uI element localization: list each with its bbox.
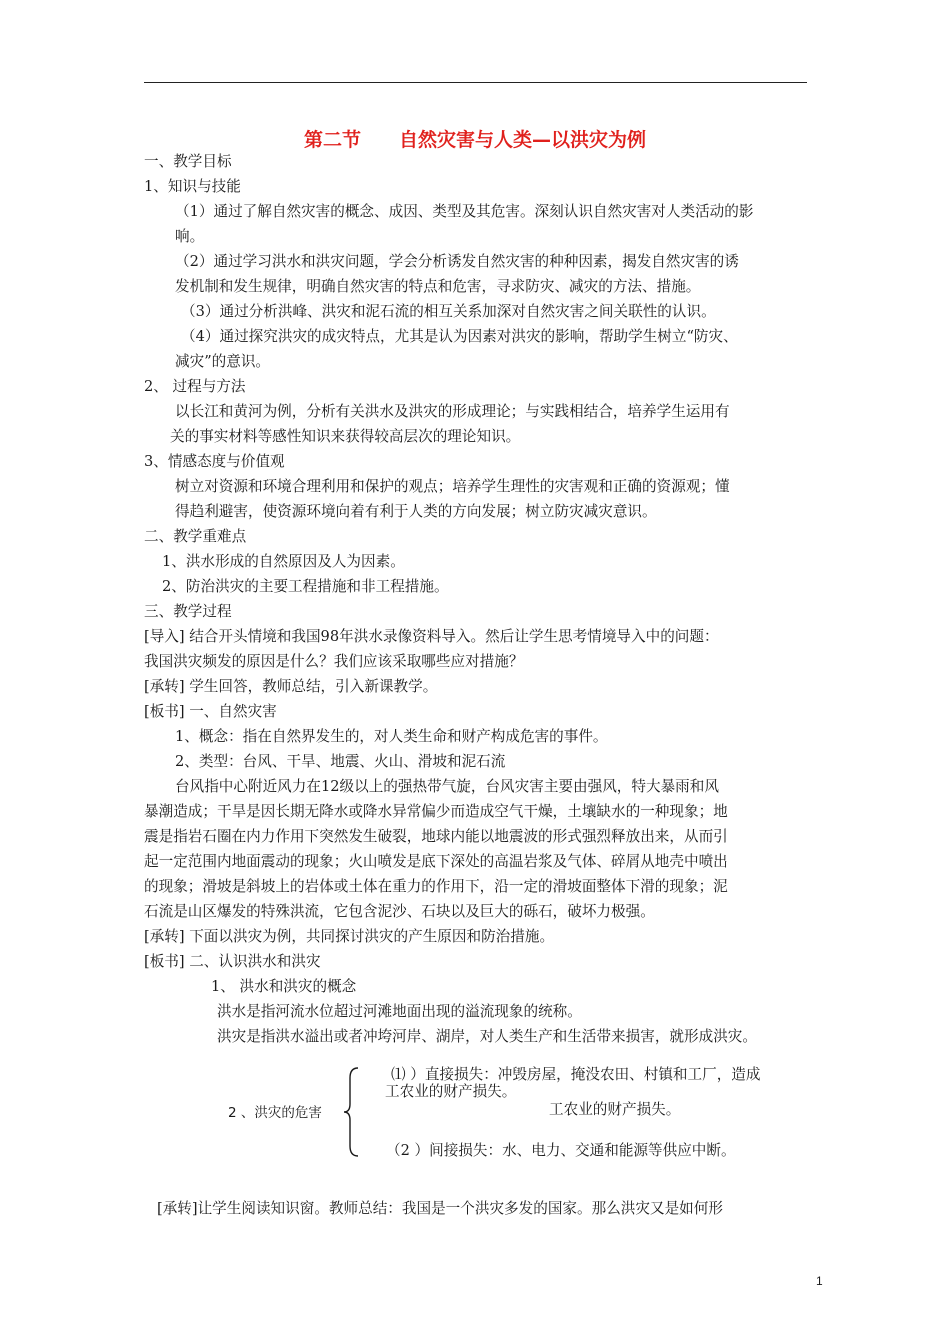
paragraph-line: 得趋利避害，使资源环境向着有利于人类的方向发展；树立防灾减灾意识。 bbox=[175, 503, 657, 520]
paragraph-line: 起一定范围内地面震动的现象；火山喷发是底下深处的高温岩浆及气体、碎屑从地壳中喷出 bbox=[144, 853, 728, 870]
paragraph-line: [板书] 二、认识洪水和洪灾 bbox=[144, 953, 321, 970]
paragraph-line: 减灾”的意识。 bbox=[175, 353, 271, 370]
paragraph-line: 台风指中心附近风力在12级以上的强热带气旋，台风灾害主要由强风，特大暴雨和风 bbox=[175, 778, 719, 795]
list-item: 2、防治洪灾的主要工程措施和非工程措施。 bbox=[162, 578, 449, 595]
paragraph-line: 关的事实材料等感性知识来获得较高层次的理论知识。 bbox=[170, 428, 521, 445]
paragraph-line: 洪水是指河流水位超过河滩地面出现的溢流现象的统称。 bbox=[217, 1003, 582, 1020]
paragraph-line: （3）通过分析洪峰、洪灾和泥石流的相互关系加深对自然灾害之间关联性的认识。 bbox=[181, 303, 716, 320]
harm-item-direct-cont: 工农业的财产损失。 bbox=[385, 1083, 517, 1100]
subsection-heading: 1、知识与技能 bbox=[144, 178, 241, 195]
brace-icon bbox=[342, 1066, 362, 1158]
harm-label: 2 、洪灾的危害 bbox=[228, 1105, 322, 1121]
paragraph-line: [承转] 学生回答，教师总结，引入新课教学。 bbox=[144, 678, 438, 695]
paragraph-line: [承转] 下面以洪灾为例，共同探讨洪灾的产生原因和防治措施。 bbox=[144, 928, 555, 945]
section-heading: 二、教学重难点 bbox=[144, 528, 247, 545]
paragraph-line: [板书] 一、自然灾害 bbox=[144, 703, 277, 720]
paragraph-line: （1）通过了解自然灾害的概念、成因、类型及其危害。深刻认识自然灾害对人类活动的影 bbox=[175, 203, 754, 220]
paragraph-line: （4）通过探究洪灾的成灾特点，尤其是认为因素对洪灾的影响，帮助学生树立“防灾、 bbox=[181, 328, 738, 345]
paragraph-line: 发机制和发生规律，明确自然灾害的特点和危害，寻求防灾、减灾的方法、措施。 bbox=[175, 278, 701, 295]
paragraph-line: 以长江和黄河为例，分析有关洪水及洪灾的形成理论；与实践相结合，培养学生运用有 bbox=[175, 403, 730, 420]
paragraph-line: 暴潮造成；干旱是因长期无降水或降水异常偏少而造成空气干燥，土壤缺水的一种现象；地 bbox=[144, 803, 728, 820]
harm-item-indirect: （2 ）间接损失：水、电力、交通和能源等供应中断。 bbox=[386, 1142, 736, 1159]
paragraph-line: 响。 bbox=[175, 228, 205, 245]
list-item: 1、概念：指在自然界发生的，对人类生命和财产构成危害的事件。 bbox=[175, 728, 608, 745]
page-number: 1 bbox=[816, 1274, 823, 1288]
paragraph-line: （2）通过学习洪水和洪灾问题，学会分析诱发自然灾害的种种因素，揭发自然灾害的诱 bbox=[175, 253, 739, 270]
harm-item-direct: ⑴ ）直接损失：冲毁房屋，掩没农田、村镇和工厂，造成 bbox=[391, 1066, 761, 1083]
subsection-heading: 3、情感态度与价值观 bbox=[144, 453, 285, 470]
closing-paragraph: [承转]让学生阅读知识窗。教师总结：我国是一个洪灾多发的国家。那么洪灾又是如何形 bbox=[157, 1200, 723, 1217]
paragraph-line: 我国洪灾频发的原因是什么？我们应该采取哪些应对措施？ bbox=[144, 653, 524, 670]
paragraph-line: 震是指岩石圈在内力作用下突然发生破裂，地球内能以地震波的形式强烈释放出来，从而引 bbox=[144, 828, 728, 845]
paragraph-line: 的现象；滑坡是斜坡上的岩体或土体在重力的作用下，沿一定的滑坡面整体下滑的现象；泥 bbox=[144, 878, 728, 895]
paragraph-line: 洪灾是指洪水溢出或者冲垮河岸、湖岸，对人类生产和生活带来损害，就形成洪灾。 bbox=[217, 1028, 757, 1045]
list-item: 2、类型：台风、干旱、地震、火山、滑坡和泥石流 bbox=[175, 753, 506, 770]
list-item: 1、洪水形成的自然原因及人为因素。 bbox=[162, 553, 405, 570]
paragraph-line: 树立对资源和环境合理利用和保护的观点；培养学生理性的灾害观和正确的资源观；懂 bbox=[175, 478, 730, 495]
list-item: 1、 洪水和洪灾的概念 bbox=[211, 978, 357, 995]
section-heading: 三、教学过程 bbox=[144, 603, 232, 620]
header-rule bbox=[144, 82, 807, 83]
harm-item-direct-duplicate: 工农业的财产损失。 bbox=[549, 1101, 681, 1118]
section-heading: 一、教学目标 bbox=[144, 153, 232, 170]
page-title: 第二节 自然灾害与人类—以洪灾为例 bbox=[303, 129, 646, 151]
subsection-heading: 2、 过程与方法 bbox=[144, 378, 246, 395]
paragraph-line: 石流是山区爆发的特殊洪流，它包含泥沙、石块以及巨大的砾石，破坏力极强。 bbox=[144, 903, 655, 920]
paragraph-line: [导入] 结合开头情境和我国98年洪水录像资料导入。然后让学生思考情境导入中的问题： bbox=[144, 628, 719, 645]
